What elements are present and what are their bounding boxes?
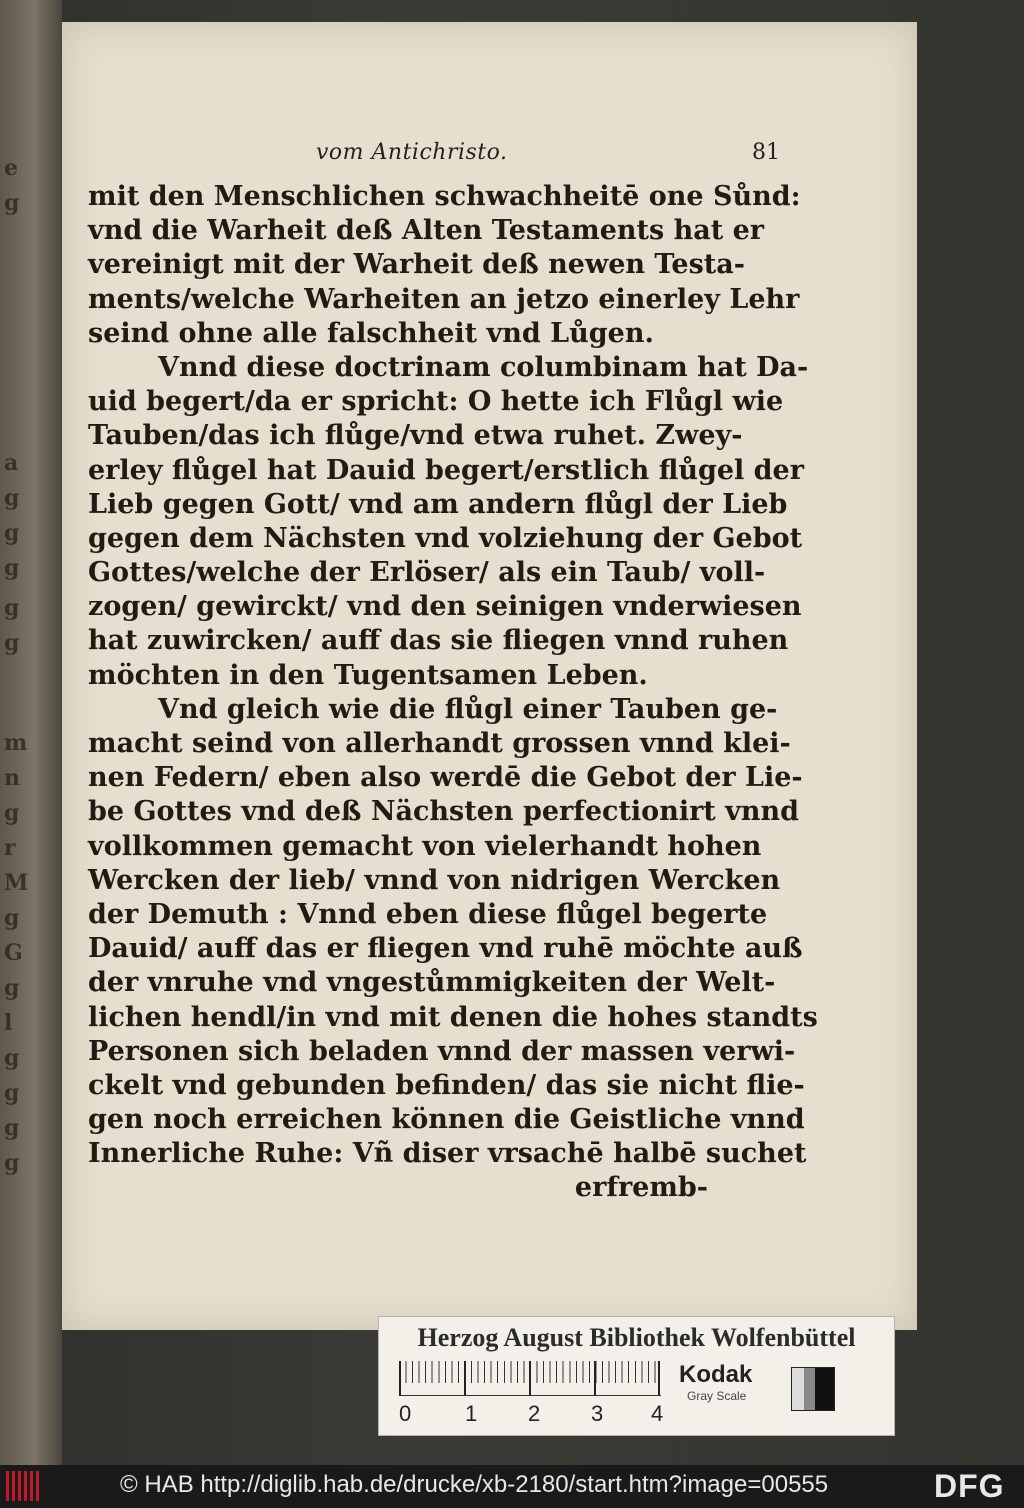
dfg-logo: DFG: [934, 1468, 1005, 1504]
ruler-major-tick: [529, 1361, 531, 1395]
text-line: lichen hendl/in vnd mit denen die hohes standts: [88, 1001, 818, 1033]
text-line: uid begert/da er spricht: O hette ich Flůgl wie: [88, 386, 784, 418]
edge-glyph: g: [4, 975, 20, 1001]
edge-glyph: g: [4, 190, 20, 216]
text-line: vollkommen gemacht von vielerhandt hohen: [88, 830, 762, 862]
ruler-major-tick: [464, 1361, 466, 1395]
text-line: Vnd gleich wie die flůgl einer Tauben ge-: [158, 693, 778, 725]
footer-bar: [0, 1465, 1024, 1508]
copyright-url[interactable]: © HAB http://diglib.hab.de/drucke/xb-2180/start.htm?image=00555: [120, 1471, 829, 1498]
gray-scale-label: Gray Scale: [687, 1389, 747, 1403]
edge-glyph: g: [4, 1150, 20, 1176]
text-line: Vnnd diese doctrinam columbinam hat Da-: [158, 351, 809, 383]
kodak-brand: Kodak: [679, 1361, 753, 1388]
edge-glyph: g: [4, 520, 20, 546]
text-line: vnd die Warheit deß Alten Testaments hat er: [88, 215, 764, 247]
text-line: vereinigt mit der Warheit deß newen Testa-: [88, 249, 745, 281]
edge-glyph: r: [4, 835, 16, 861]
text-line: gegen dem Nächsten vnd volziehung der Gebot: [88, 522, 803, 554]
edge-glyph: g: [4, 595, 20, 621]
edge-glyph: M: [4, 870, 29, 896]
text-line: hat zuwircken/ auff das sie fliegen vnnd ruhen: [88, 625, 789, 657]
library-name: Herzog August Bibliothek Wolfenbüttel: [417, 1323, 856, 1352]
edge-glyph: a: [4, 450, 19, 476]
book-page: [62, 22, 917, 1330]
hab-barcode-icon: [6, 1471, 40, 1501]
text-line: mit den Menschlichen schwachheitē one Sůnd:: [88, 181, 801, 212]
edge-glyph: e: [4, 155, 18, 181]
catchword: erfremb-: [574, 1172, 708, 1204]
edge-glyph: g: [4, 1115, 20, 1141]
ruler-number: 0: [399, 1401, 412, 1426]
text-line: nen Federn/ eben also werdē die Gebot der Lie-: [88, 762, 803, 794]
text-line: der Demuth : Vnnd eben diese flůgel begerte: [88, 898, 768, 930]
text-line: Lieb gegen Gott/ vnd am andern flůgl der Lieb: [88, 488, 788, 520]
edge-glyph: G: [4, 940, 23, 966]
text-line: be Gottes vnd deß Nächsten perfectionirt vnnd: [88, 796, 800, 828]
scale-ruler: [399, 1361, 661, 1396]
text-line: Wercken der lieb/ vnnd von nidrigen Wercken: [88, 864, 781, 896]
text-line: gen noch erreichen können die Geistliche vnnd: [88, 1104, 805, 1136]
edge-glyph: g: [4, 1045, 20, 1071]
text-line: seind ohne alle falschheit vnd Lůgen.: [88, 317, 654, 349]
text-line: erley flůgel hat Dauid begert/erstlich flůgel der: [88, 454, 804, 486]
edge-glyph: g: [4, 905, 20, 931]
adjacent-page-edge: [0, 0, 62, 1465]
text-line: Dauid/ auff das er fliegen vnd ruhē möchte auß: [88, 933, 803, 965]
edge-glyph: g: [4, 1080, 20, 1106]
ruler-number: 2: [528, 1401, 541, 1426]
text-line: Innerliche Ruhe: Vñ diser vrsachē halbē suchet: [88, 1138, 807, 1170]
ruler-number: 4: [651, 1401, 664, 1426]
ruler-major-tick: [594, 1361, 596, 1395]
text-line: der vnruhe vnd vngestůmmigkeiten der Welt-: [88, 967, 776, 999]
running-head: vom Antichristo.: [316, 140, 508, 165]
edge-glyph: g: [4, 800, 20, 826]
text-line: Tauben/das ich flůge/vnd etwa ruhet. Zwey-: [88, 420, 743, 452]
ruler-number: 3: [591, 1401, 604, 1426]
edge-glyph: g: [4, 555, 20, 581]
text-line: macht seind von allerhandt grossen vnnd klei-: [88, 728, 791, 759]
text-line: ments/welche Warheiten an jetzo einerley Lehr: [88, 283, 800, 315]
edge-glyph: g: [4, 630, 20, 656]
ruler-number: 1: [465, 1401, 478, 1426]
edge-glyph: m: [4, 730, 28, 756]
body-text: [88, 180, 818, 1206]
text-line: möchten in den Tugentsamen Leben.: [88, 659, 648, 691]
ruler-major-tick: [399, 1361, 401, 1395]
page-number: 81: [752, 140, 780, 165]
edge-glyph: g: [4, 485, 20, 511]
text-line: Gottes/welche der Erlöser/ als ein Taub/ voll-: [88, 557, 766, 589]
gray-scale-patch: [791, 1367, 835, 1411]
edge-glyph: n: [4, 765, 20, 791]
text-line: zogen/ gewirckt/ vnd den seinigen vnderwiesen: [88, 591, 802, 623]
color-target-label: [378, 1316, 895, 1436]
ruler-major-tick: [658, 1361, 660, 1395]
edge-glyph: l: [4, 1010, 13, 1036]
text-line: ckelt vnd gebunden befinden/ das sie nicht flie-: [88, 1069, 805, 1101]
text-line: Personen sich beladen vnnd der massen verwi-: [88, 1035, 796, 1067]
